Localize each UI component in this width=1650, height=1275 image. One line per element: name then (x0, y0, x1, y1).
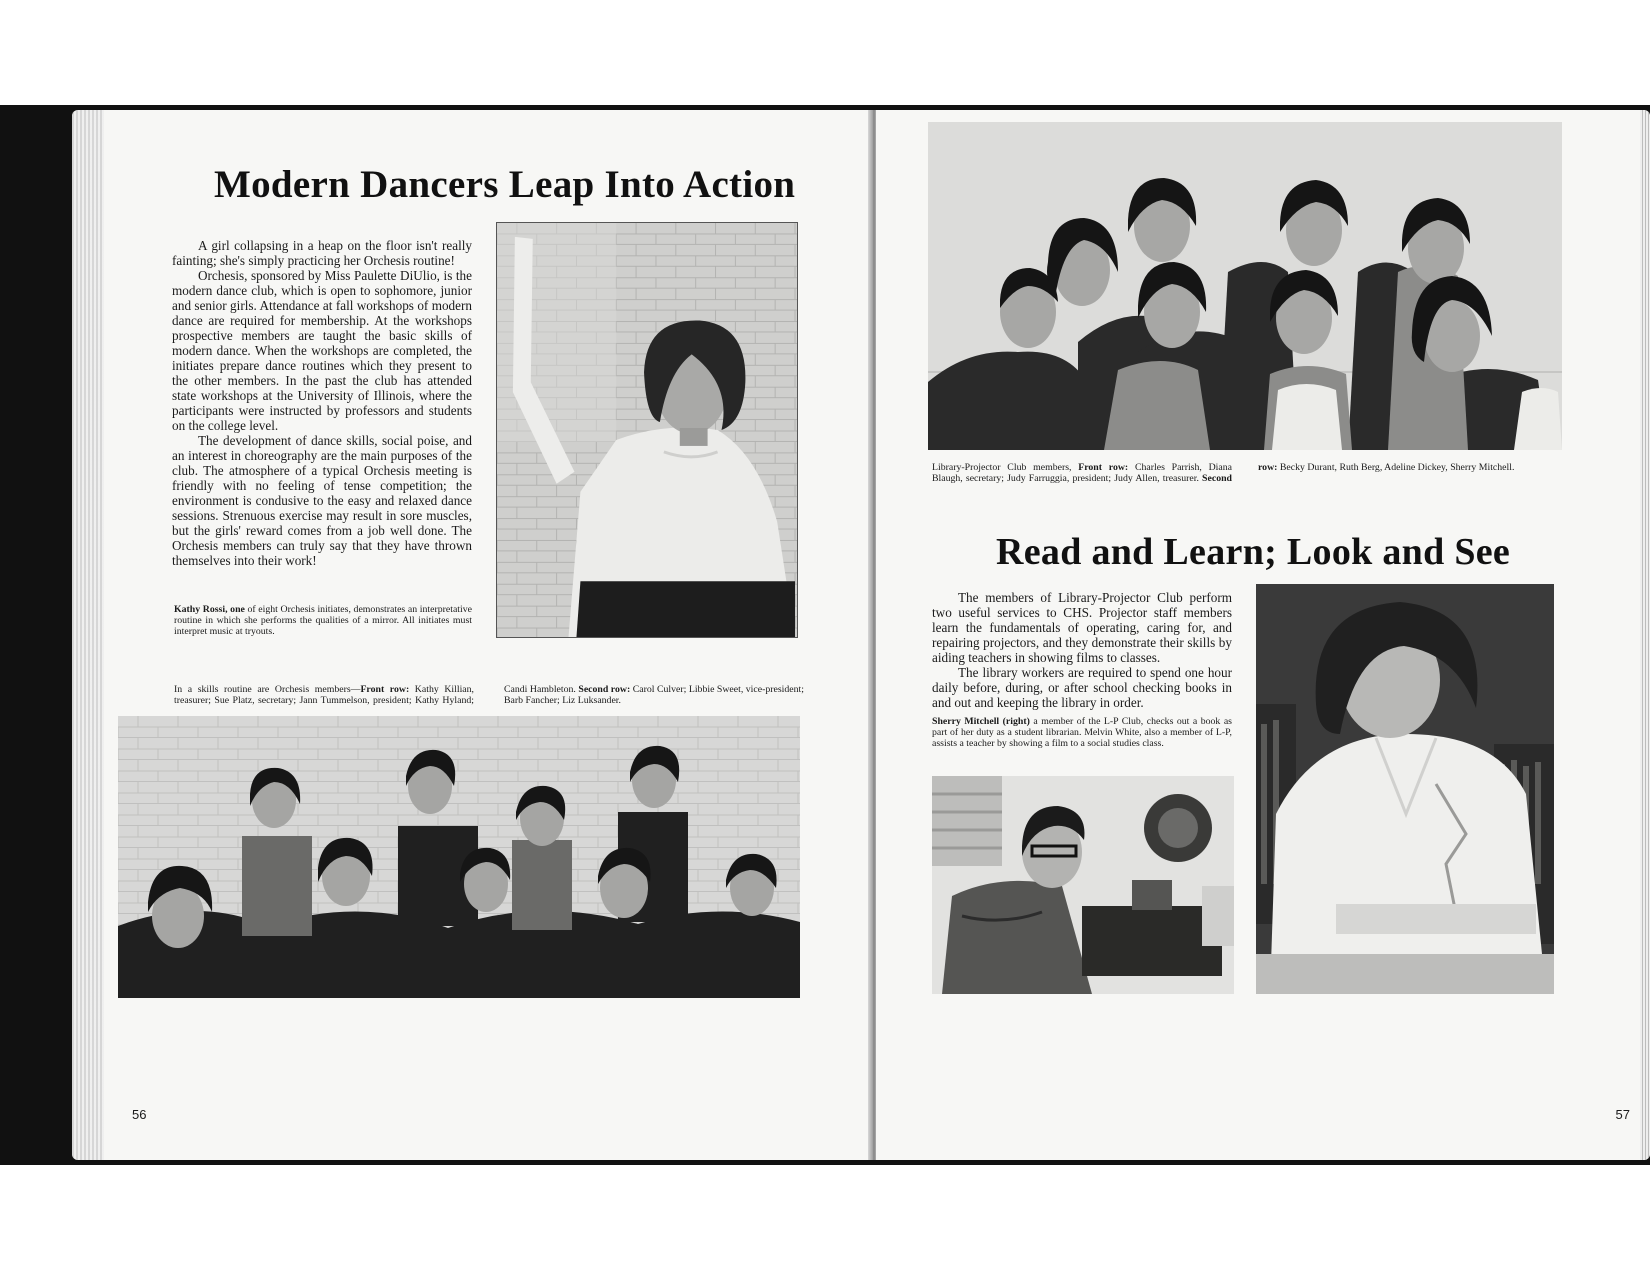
page-number: 57 (1615, 1107, 1630, 1122)
club-caption (932, 462, 1558, 484)
left-page-edge (72, 110, 104, 1160)
front-row-names: Kathy Killian, treasurer; Sue Platz, secretary; Jann Tummelson, president; Kathy Hyland; Candi Hambleton. (174, 684, 579, 706)
soloist-dancer-photo (496, 222, 798, 638)
second-row-names: Becky Durant, Ruth Berg, Adeline Dickey, Sherry Mitchell. (1277, 462, 1515, 473)
right-headline: Read and Learn; Look and See (996, 531, 1511, 573)
article-paragraph: The members of Library-Projector Club perform two useful services to CHS. Projector staff members learn the fundamentals of operating, caring for, and repairing projectors, and they demonstrate their skills by aiding teachers in showing films to classes. (932, 590, 1232, 665)
caption-text: a member of the L-P Club, checks out a book as part of her duty as a student librarian. Melvin White, also a member of L-P, assists a teacher by showing a film to a social studies class. (932, 716, 1232, 749)
library-projector-club-photo (928, 122, 1562, 450)
right-page (876, 110, 1650, 1160)
library-caption (932, 716, 1232, 749)
left-headline: Modern Dancers Leap Into Action (214, 163, 796, 206)
left-page (72, 110, 874, 1160)
yearbook-spread (72, 110, 1650, 1160)
article-paragraph: A girl collapsing in a heap on the floor isn't really fainting; she's simply practicing her Orchesis routine! (172, 238, 472, 268)
second-row-names: Carol Culver; Libbie Sweet, vice-president; Barb Fancher; Liz Luksander. (504, 684, 804, 706)
second-row-label: Second row: (578, 684, 631, 695)
library-projector-article (932, 590, 1232, 710)
article-paragraph: Orchesis, sponsored by Miss Paulette DiUlio, is the modern dance club, which is open to sophomore, junior and senior girls. Attendance at fall workshops of modern dance are required for membership. At the workshops prospective members are taught the basic skills of modern dance. When the workshops are completed, the initiates prepare dance routines which they present to the other members. In the past the club has attended state workshops at the University of Illinois, where the participants were instructed by professors and students on the college level. (172, 268, 472, 433)
caption-intro: Library-Projector Club members, (932, 462, 1079, 473)
caption-intro: In a skills routine are Orchesis members— (174, 684, 361, 695)
orchesis-group-photo (118, 716, 800, 998)
article-paragraph: The library workers are required to spend one hour daily before, during, or after school checking books in and out and keeping the library in order. (932, 665, 1232, 710)
projector-operator-photo (932, 776, 1234, 994)
caption-text: of eight Orchesis initiates, demonstrates an interpretative routine in which she performs the qualities of a mirror. All initiates must interpret music at tryouts. (174, 604, 472, 637)
student-librarian-photo (1256, 584, 1554, 994)
caption-lead: Sherry Mitchell (right) (932, 716, 1030, 727)
soloist-caption (174, 604, 472, 637)
front-row-names: Charles Parrish, Diana Blaugh, secretary; Judy Farruggia, president; Judy Allen, treasurer. (932, 462, 1232, 484)
front-row-label: Front row: (360, 684, 410, 695)
caption-lead: Kathy Rossi, one (174, 604, 245, 615)
page-number: 56 (132, 1107, 147, 1122)
article-paragraph: The development of dance skills, social poise, and an interest in choreography are the main purposes of the club. The atmosphere of a typical Orchesis meeting is friendly with no feeling of tense competition; the environment is condusive to the easy and relaxed dance sessions. Strenuous exercise may result in sore muscles, but the girls' reward comes from a job well done. The Orchesis members can truly say that they have thrown themselves into their work! (172, 433, 472, 568)
orchesis-article (172, 238, 472, 568)
right-page-edge (1640, 110, 1650, 1160)
front-row-label: Front row: (1078, 462, 1129, 473)
second-row-label: Second row: (1202, 462, 1278, 484)
group-caption (174, 684, 804, 706)
